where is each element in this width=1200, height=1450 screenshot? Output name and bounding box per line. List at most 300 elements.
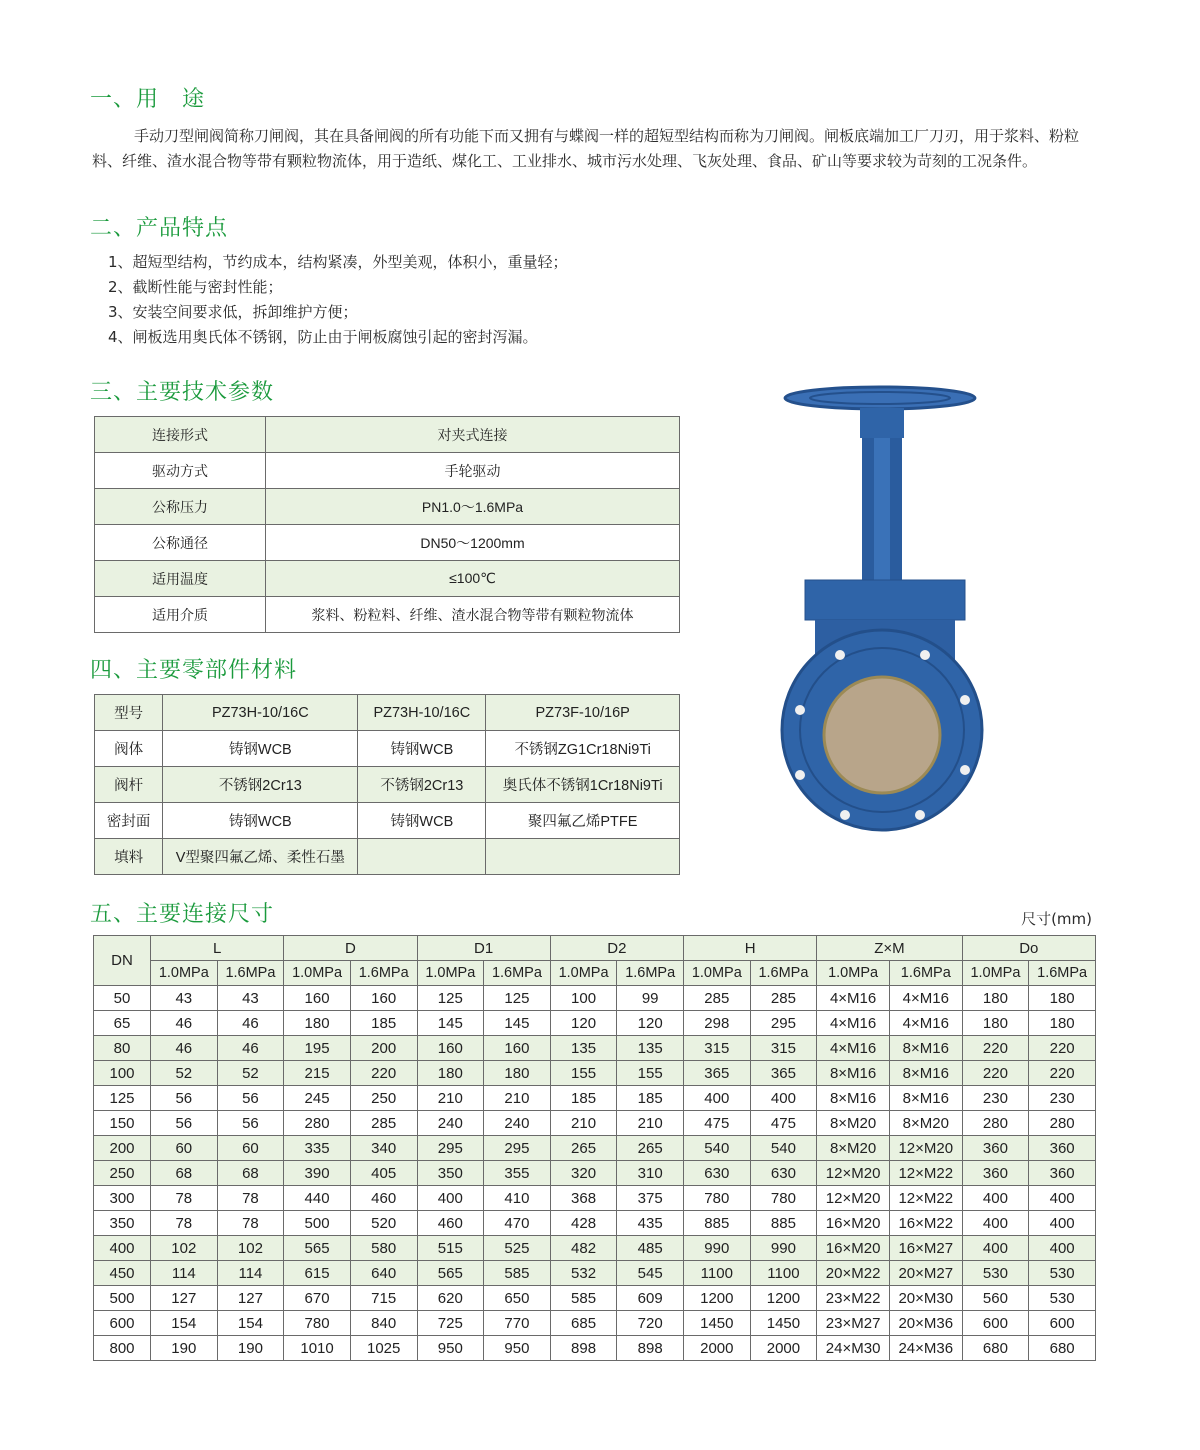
dim-cell: 230 <box>962 1086 1029 1111</box>
dim-cell: 440 <box>284 1186 351 1211</box>
pressure-header: 1.0MPa <box>417 961 484 986</box>
dim-cell: 295 <box>750 1011 817 1036</box>
dim-cell: 1010 <box>284 1336 351 1361</box>
dn-cell: 500 <box>94 1286 151 1311</box>
dim-cell: 1450 <box>750 1311 817 1336</box>
dim-cell: 585 <box>550 1286 617 1311</box>
dim-cell: 135 <box>617 1036 684 1061</box>
dim-cell: 405 <box>350 1161 417 1186</box>
dim-cell: 532 <box>550 1261 617 1286</box>
dim-cell: 460 <box>417 1211 484 1236</box>
param-value: 对夹式连接 <box>266 417 680 453</box>
dim-cell: 220 <box>350 1061 417 1086</box>
dim-cell: 68 <box>151 1161 218 1186</box>
dim-cell: 240 <box>417 1111 484 1136</box>
dims-row <box>94 1111 1096 1136</box>
part-name: 密封面 <box>95 803 163 839</box>
dim-cell: 180 <box>284 1011 351 1036</box>
dim-cell: 885 <box>684 1211 751 1236</box>
dim-cell: 46 <box>151 1036 218 1061</box>
material-value: V型聚四氟乙烯、柔性石墨 <box>163 839 358 875</box>
dim-cell: 560 <box>962 1286 1029 1311</box>
dim-cell: 99 <box>617 986 684 1011</box>
unit-label: 尺寸(mm) <box>1021 910 1092 928</box>
dim-cell: 680 <box>1029 1336 1096 1361</box>
dim-cell: 350 <box>417 1161 484 1186</box>
dim-cell: 68 <box>217 1161 284 1186</box>
dim-cell: 475 <box>750 1111 817 1136</box>
param-name: 公称压力 <box>95 489 266 525</box>
dn-header: DN <box>94 936 151 986</box>
dim-cell: 1450 <box>684 1311 751 1336</box>
dim-cell: 400 <box>962 1211 1029 1236</box>
dim-cell: 310 <box>617 1161 684 1186</box>
feature-item: 1、超短型结构，节约成本，结构紧凑，外型美观，体积小，重量轻； <box>108 253 568 271</box>
dim-cell: 360 <box>1029 1161 1096 1186</box>
dim-cell: 135 <box>550 1036 617 1061</box>
dim-cell: 780 <box>750 1186 817 1211</box>
dim-cell: 725 <box>417 1311 484 1336</box>
dim-cell: 78 <box>217 1211 284 1236</box>
dn-cell: 600 <box>94 1311 151 1336</box>
dim-cell: 428 <box>550 1211 617 1236</box>
dim-cell: 280 <box>962 1111 1029 1136</box>
dim-cell: 52 <box>151 1061 218 1086</box>
dim-cell: 185 <box>550 1086 617 1111</box>
dim-cell: 355 <box>484 1161 551 1186</box>
group-header: Z×M <box>817 936 962 961</box>
dimensions-table <box>93 935 1096 1361</box>
dim-cell: 23×M22 <box>817 1286 890 1311</box>
dim-cell: 360 <box>962 1161 1029 1186</box>
dim-cell: 60 <box>151 1136 218 1161</box>
dim-cell: 400 <box>684 1086 751 1111</box>
usage-paragraph <box>92 124 1092 174</box>
dims-row <box>94 986 1096 1011</box>
dim-cell: 400 <box>1029 1186 1096 1211</box>
pressure-header: 1.6MPa <box>1029 961 1096 986</box>
dim-cell: 155 <box>550 1061 617 1086</box>
dim-cell: 1200 <box>684 1286 751 1311</box>
section-title-materials: 四、主要零部件材料 <box>90 658 298 683</box>
dim-cell: 125 <box>484 986 551 1011</box>
dim-cell: 215 <box>284 1061 351 1086</box>
dim-cell: 460 <box>350 1186 417 1211</box>
dim-cell: 715 <box>350 1286 417 1311</box>
dim-cell: 520 <box>350 1211 417 1236</box>
dim-cell: 530 <box>962 1261 1029 1286</box>
dim-cell: 8×M16 <box>817 1086 890 1111</box>
material-value: 聚四氟乙烯PTFE <box>486 803 680 839</box>
material-value: 铸钢WCB <box>163 803 358 839</box>
material-row <box>95 695 680 731</box>
dim-cell: 12×M20 <box>889 1136 962 1161</box>
dim-cell: 16×M20 <box>817 1211 890 1236</box>
material-value: 奥氏体不锈钢1Cr18Ni9Ti <box>486 767 680 803</box>
dim-cell: 400 <box>417 1186 484 1211</box>
dim-cell: 220 <box>962 1061 1029 1086</box>
dn-cell: 250 <box>94 1161 151 1186</box>
dims-row <box>94 1286 1096 1311</box>
dim-cell: 23×M27 <box>817 1311 890 1336</box>
dim-cell: 12×M20 <box>817 1161 890 1186</box>
material-value: PZ73H-10/16C <box>358 695 486 731</box>
dim-cell: 8×M16 <box>817 1061 890 1086</box>
dim-cell: 250 <box>350 1086 417 1111</box>
dim-cell: 4×M16 <box>889 1011 962 1036</box>
dim-cell: 315 <box>750 1036 817 1061</box>
dim-cell: 640 <box>350 1261 417 1286</box>
dn-cell: 350 <box>94 1211 151 1236</box>
feature-item: 4、闸板选用奥氏体不锈钢，防止由于闸板腐蚀引起的密封泻漏。 <box>108 328 538 346</box>
dim-cell: 56 <box>217 1111 284 1136</box>
tech-params-table <box>94 416 680 633</box>
tech-row <box>95 453 680 489</box>
dim-cell: 390 <box>284 1161 351 1186</box>
part-name: 填料 <box>95 839 163 875</box>
dim-cell: 114 <box>217 1261 284 1286</box>
dim-cell: 154 <box>217 1311 284 1336</box>
dim-cell: 470 <box>484 1211 551 1236</box>
dim-cell: 990 <box>684 1236 751 1261</box>
dim-cell: 950 <box>484 1336 551 1361</box>
dim-cell: 52 <box>217 1061 284 1086</box>
param-name: 公称通径 <box>95 525 266 561</box>
dim-cell: 630 <box>750 1161 817 1186</box>
dn-cell: 800 <box>94 1336 151 1361</box>
dim-cell: 315 <box>684 1036 751 1061</box>
dim-cell: 8×M16 <box>889 1061 962 1086</box>
dim-cell: 8×M20 <box>817 1136 890 1161</box>
dim-cell: 160 <box>350 986 417 1011</box>
group-header: H <box>684 936 817 961</box>
param-value: 手轮驱动 <box>266 453 680 489</box>
part-name: 阀体 <box>95 731 163 767</box>
material-value: 不锈钢ZG1Cr18Ni9Ti <box>486 731 680 767</box>
tech-row <box>95 561 680 597</box>
dim-cell: 368 <box>550 1186 617 1211</box>
dn-cell: 80 <box>94 1036 151 1061</box>
dim-cell: 400 <box>1029 1236 1096 1261</box>
dim-cell: 220 <box>962 1036 1029 1061</box>
dim-cell: 620 <box>417 1286 484 1311</box>
dim-cell: 12×M20 <box>817 1186 890 1211</box>
dim-cell: 60 <box>217 1136 284 1161</box>
dim-cell: 56 <box>151 1086 218 1111</box>
dim-cell: 190 <box>151 1336 218 1361</box>
dim-cell: 8×M16 <box>889 1086 962 1111</box>
dim-cell: 125 <box>417 986 484 1011</box>
group-header: D <box>284 936 417 961</box>
group-header: D2 <box>550 936 683 961</box>
dim-cell: 180 <box>962 986 1029 1011</box>
dim-cell: 340 <box>350 1136 417 1161</box>
dim-cell: 2000 <box>750 1336 817 1361</box>
dim-cell: 220 <box>1029 1061 1096 1086</box>
dim-cell: 180 <box>484 1061 551 1086</box>
material-value <box>358 839 486 875</box>
dim-cell: 265 <box>617 1136 684 1161</box>
material-value: 铸钢WCB <box>358 803 486 839</box>
dim-cell: 185 <box>617 1086 684 1111</box>
dim-cell: 8×M20 <box>817 1111 890 1136</box>
param-value: ≤100℃ <box>266 561 680 597</box>
section-title-dims: 五、主要连接尺寸 <box>90 902 275 927</box>
dim-cell: 56 <box>217 1086 284 1111</box>
param-name: 适用介质 <box>95 597 266 633</box>
dim-cell: 20×M30 <box>889 1286 962 1311</box>
dim-cell: 545 <box>617 1261 684 1286</box>
dn-cell: 450 <box>94 1261 151 1286</box>
dim-cell: 120 <box>550 1011 617 1036</box>
pressure-header: 1.6MPa <box>484 961 551 986</box>
dim-cell: 78 <box>151 1211 218 1236</box>
dim-cell: 46 <box>217 1036 284 1061</box>
dim-cell: 609 <box>617 1286 684 1311</box>
usage-text: 手动刀型闸阀简称刀闸阀，其在具备闸阀的所有功能下而又拥有与蝶阀一样的超短型结构而称为刀闸阀。闸板底端加工厂刀刃，用于浆料、粉粒料、纤维、渣水混合物等带有颗粒物流体，用于造纸、煤化工、工业排水、城市污水处理、飞灰处理、食品、矿山等要求较为苛刻的工况条件。 <box>92 127 1080 170</box>
dim-cell: 360 <box>1029 1136 1096 1161</box>
dim-cell: 280 <box>284 1111 351 1136</box>
dim-cell: 630 <box>684 1161 751 1186</box>
material-value <box>486 839 680 875</box>
pressure-header: 1.0MPa <box>151 961 218 986</box>
pressure-header: 1.6MPa <box>350 961 417 986</box>
pressure-header: 1.0MPa <box>684 961 751 986</box>
dim-cell: 500 <box>284 1211 351 1236</box>
material-row <box>95 767 680 803</box>
dim-cell: 295 <box>484 1136 551 1161</box>
dim-cell: 365 <box>684 1061 751 1086</box>
dim-cell: 565 <box>417 1261 484 1286</box>
dim-cell: 185 <box>350 1011 417 1036</box>
dims-row <box>94 1011 1096 1036</box>
pressure-header: 1.0MPa <box>550 961 617 986</box>
dim-cell: 885 <box>750 1211 817 1236</box>
dim-cell: 180 <box>1029 1011 1096 1036</box>
dim-cell: 670 <box>284 1286 351 1311</box>
dim-cell: 1025 <box>350 1336 417 1361</box>
group-header: Do <box>962 936 1095 961</box>
dim-cell: 100 <box>550 986 617 1011</box>
dim-cell: 43 <box>151 986 218 1011</box>
material-value: PZ73F-10/16P <box>486 695 680 731</box>
dims-row <box>94 1061 1096 1086</box>
dims-row <box>94 1161 1096 1186</box>
pressure-header: 1.6MPa <box>217 961 284 986</box>
dim-cell: 46 <box>151 1011 218 1036</box>
features-list <box>108 250 568 350</box>
dim-cell: 1100 <box>750 1261 817 1286</box>
dn-cell: 50 <box>94 986 151 1011</box>
dim-cell: 285 <box>350 1111 417 1136</box>
dim-cell: 102 <box>151 1236 218 1261</box>
dn-cell: 65 <box>94 1011 151 1036</box>
valve-illustration <box>770 380 1000 850</box>
dim-cell: 4×M16 <box>817 986 890 1011</box>
material-row <box>95 731 680 767</box>
dim-cell: 410 <box>484 1186 551 1211</box>
dims-row <box>94 1261 1096 1286</box>
dim-cell: 600 <box>1029 1311 1096 1336</box>
dims-subheader-row <box>94 961 1096 986</box>
dims-header-row <box>94 936 1096 961</box>
section-title-features: 二、产品特点 <box>90 216 229 241</box>
dim-cell: 20×M27 <box>889 1261 962 1286</box>
dim-cell: 295 <box>417 1136 484 1161</box>
dim-cell: 720 <box>617 1311 684 1336</box>
dim-cell: 285 <box>750 986 817 1011</box>
param-value: 浆料、粉粒料、纤维、渣水混合物等带有颗粒物流体 <box>266 597 680 633</box>
dim-cell: 320 <box>550 1161 617 1186</box>
dim-cell: 195 <box>284 1036 351 1061</box>
pressure-header: 1.6MPa <box>750 961 817 986</box>
pressure-header: 1.0MPa <box>284 961 351 986</box>
dim-cell: 565 <box>284 1236 351 1261</box>
dim-cell: 898 <box>550 1336 617 1361</box>
pressure-header: 1.0MPa <box>817 961 890 986</box>
dim-cell: 120 <box>617 1011 684 1036</box>
dims-row <box>94 1311 1096 1336</box>
dim-cell: 160 <box>484 1036 551 1061</box>
dim-cell: 24×M36 <box>889 1336 962 1361</box>
dim-cell: 530 <box>1029 1286 1096 1311</box>
material-value: PZ73H-10/16C <box>163 695 358 731</box>
materials-table <box>94 694 680 875</box>
dim-cell: 400 <box>1029 1211 1096 1236</box>
dims-row <box>94 1036 1096 1061</box>
dn-cell: 100 <box>94 1061 151 1086</box>
dim-cell: 435 <box>617 1211 684 1236</box>
dim-cell: 680 <box>962 1336 1029 1361</box>
dim-cell: 540 <box>750 1136 817 1161</box>
dim-cell: 650 <box>484 1286 551 1311</box>
dim-cell: 898 <box>617 1336 684 1361</box>
dim-cell: 102 <box>217 1236 284 1261</box>
dim-cell: 154 <box>151 1311 218 1336</box>
dn-cell: 150 <box>94 1111 151 1136</box>
material-value: 不锈钢2Cr13 <box>163 767 358 803</box>
material-row <box>95 803 680 839</box>
dim-cell: 20×M36 <box>889 1311 962 1336</box>
dim-cell: 145 <box>417 1011 484 1036</box>
dim-cell: 4×M16 <box>817 1011 890 1036</box>
dim-cell: 180 <box>1029 986 1096 1011</box>
dim-cell: 180 <box>417 1061 484 1086</box>
dim-cell: 46 <box>217 1011 284 1036</box>
dn-cell: 300 <box>94 1186 151 1211</box>
section-title-usage: 一、用 途 <box>90 87 206 112</box>
dim-cell: 190 <box>217 1336 284 1361</box>
dim-cell: 20×M22 <box>817 1261 890 1286</box>
dims-row <box>94 1136 1096 1161</box>
dim-cell: 990 <box>750 1236 817 1261</box>
dims-row <box>94 1086 1096 1111</box>
tech-row <box>95 525 680 561</box>
dims-row <box>94 1336 1096 1361</box>
dim-cell: 78 <box>151 1186 218 1211</box>
feature-item: 3、安装空间要求低，拆卸维护方便； <box>108 303 358 321</box>
dim-cell: 375 <box>617 1186 684 1211</box>
dim-cell: 335 <box>284 1136 351 1161</box>
dim-cell: 4×M16 <box>817 1036 890 1061</box>
dim-cell: 530 <box>1029 1261 1096 1286</box>
dim-cell: 16×M22 <box>889 1211 962 1236</box>
dim-cell: 24×M30 <box>817 1336 890 1361</box>
part-name: 阀杆 <box>95 767 163 803</box>
dim-cell: 400 <box>962 1236 1029 1261</box>
param-value: PN1.0～1.6MPa <box>266 489 680 525</box>
dim-cell: 585 <box>484 1261 551 1286</box>
dim-cell: 145 <box>484 1011 551 1036</box>
dim-cell: 160 <box>284 986 351 1011</box>
group-header: L <box>151 936 284 961</box>
dim-cell: 580 <box>350 1236 417 1261</box>
dims-row <box>94 1236 1096 1261</box>
dim-cell: 285 <box>684 986 751 1011</box>
dim-cell: 770 <box>484 1311 551 1336</box>
material-value: 不锈钢2Cr13 <box>358 767 486 803</box>
pressure-header: 1.6MPa <box>889 961 962 986</box>
dim-cell: 400 <box>962 1186 1029 1211</box>
dims-row <box>94 1186 1096 1211</box>
part-name: 型号 <box>95 695 163 731</box>
dim-cell: 127 <box>217 1286 284 1311</box>
tech-row <box>95 489 680 525</box>
section-title-tech: 三、主要技术参数 <box>90 380 275 405</box>
dim-cell: 240 <box>484 1111 551 1136</box>
dim-cell: 160 <box>417 1036 484 1061</box>
param-name: 连接形式 <box>95 417 266 453</box>
dim-cell: 210 <box>417 1086 484 1111</box>
dim-cell: 265 <box>550 1136 617 1161</box>
dim-cell: 8×M20 <box>889 1111 962 1136</box>
dim-cell: 685 <box>550 1311 617 1336</box>
material-value: 铸钢WCB <box>163 731 358 767</box>
pressure-header: 1.0MPa <box>962 961 1029 986</box>
dim-cell: 180 <box>962 1011 1029 1036</box>
material-value: 铸钢WCB <box>358 731 486 767</box>
dim-cell: 200 <box>350 1036 417 1061</box>
pressure-header: 1.6MPa <box>617 961 684 986</box>
dim-cell: 16×M27 <box>889 1236 962 1261</box>
dim-cell: 1200 <box>750 1286 817 1311</box>
dim-cell: 780 <box>684 1186 751 1211</box>
dim-cell: 78 <box>217 1186 284 1211</box>
dim-cell: 525 <box>484 1236 551 1261</box>
dim-cell: 280 <box>1029 1111 1096 1136</box>
dim-cell: 43 <box>217 986 284 1011</box>
dim-cell: 485 <box>617 1236 684 1261</box>
dim-cell: 114 <box>151 1261 218 1286</box>
tech-row <box>95 417 680 453</box>
dim-cell: 210 <box>550 1111 617 1136</box>
dim-cell: 615 <box>284 1261 351 1286</box>
dim-cell: 360 <box>962 1136 1029 1161</box>
dim-cell: 600 <box>962 1311 1029 1336</box>
dn-cell: 200 <box>94 1136 151 1161</box>
knife-gate-valve-image <box>770 380 1000 850</box>
dim-cell: 12×M22 <box>889 1161 962 1186</box>
dim-cell: 245 <box>284 1086 351 1111</box>
feature-item: 2、截断性能与密封性能； <box>108 278 283 296</box>
dim-cell: 56 <box>151 1111 218 1136</box>
param-value: DN50～1200mm <box>266 525 680 561</box>
dim-cell: 127 <box>151 1286 218 1311</box>
dim-cell: 950 <box>417 1336 484 1361</box>
dim-cell: 16×M20 <box>817 1236 890 1261</box>
dim-cell: 515 <box>417 1236 484 1261</box>
dim-cell: 210 <box>484 1086 551 1111</box>
